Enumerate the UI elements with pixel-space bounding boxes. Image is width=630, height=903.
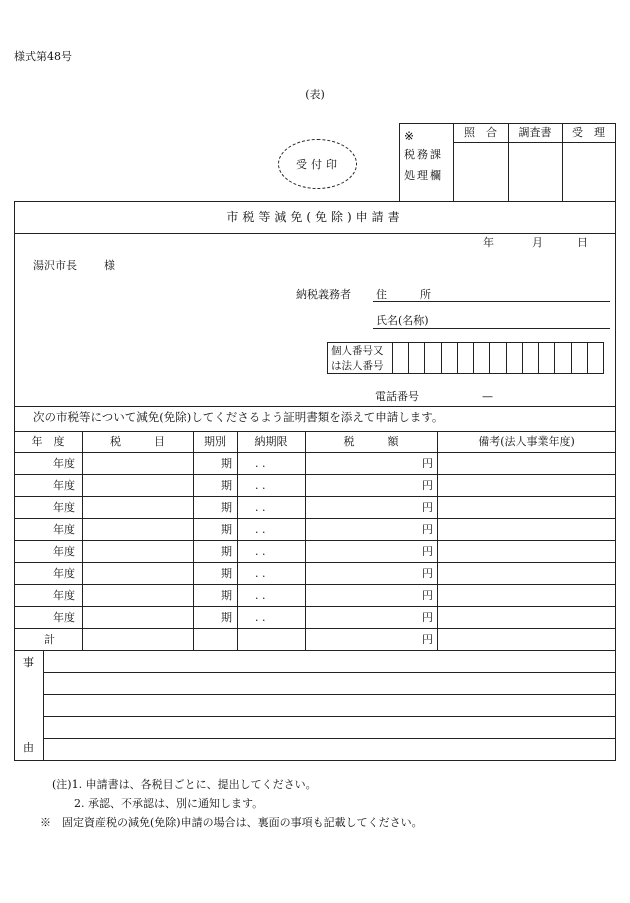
request-statement: 次の市税等について減免(免除)してくださるよう証明書類を添えて申請します。 (33, 410, 444, 424)
note-2: 2. 承認、不承認は、別に通知します。 (74, 797, 264, 810)
row-yen-label: 円 (422, 457, 433, 470)
address-field[interactable] (440, 284, 610, 300)
survey-field[interactable] (509, 143, 562, 201)
col-header-year: 年 度 (31, 435, 65, 448)
office-label-2: 処理欄 (404, 169, 443, 182)
id-label-2: は法人番号 (331, 360, 384, 372)
form-number: 様式第48号 (14, 50, 72, 63)
reception-stamp (278, 139, 357, 189)
col-header-amount: 税 額 (343, 435, 399, 448)
office-mark: ※ (404, 129, 415, 143)
row-period-label: 期 (221, 523, 232, 536)
row-yen-label: 円 (422, 611, 433, 624)
receipt-field[interactable] (563, 143, 615, 201)
check-field[interactable] (454, 143, 508, 201)
row-yen-label: 円 (422, 479, 433, 492)
row-year-label: 年度 (53, 567, 75, 580)
row-year-label: 年度 (53, 589, 75, 602)
row-period-label: 期 (221, 545, 232, 558)
office-col-check: 照 合 (464, 126, 497, 139)
row-yen-label: 円 (422, 523, 433, 536)
phone-field[interactable] (440, 387, 610, 403)
row-due-dots: . . (255, 589, 266, 602)
row-due-dots: . . (255, 611, 266, 624)
date-month-label: 月 (532, 236, 543, 249)
form-title: 市税等減免(免除)申請書 (226, 210, 404, 224)
total-yen-label: 円 (422, 633, 433, 646)
row-yen-label: 円 (422, 545, 433, 558)
row-period-label: 期 (221, 457, 232, 470)
note-1: (注)1. 申請書は、各税目ごとに、提出してください。 (52, 778, 317, 791)
row-period-label: 期 (221, 501, 232, 514)
col-header-tax-item: 税 目 (110, 435, 165, 448)
phone-label: 電話番号 (375, 390, 419, 403)
row-year-label: 年度 (53, 523, 75, 536)
office-col-survey: 調査書 (518, 126, 552, 139)
honorific: 様 (104, 259, 115, 272)
office-label-1: 税務課 (404, 148, 443, 161)
total-label: 計 (44, 633, 55, 646)
date-year-label: 年 (483, 236, 494, 249)
name-field[interactable] (440, 311, 610, 327)
row-due-dots: . . (255, 567, 266, 580)
row-yen-label: 円 (422, 501, 433, 514)
office-col-receipt: 受 理 (572, 126, 605, 139)
row-year-label: 年度 (53, 479, 75, 492)
row-due-dots: . . (255, 479, 266, 492)
reason-field[interactable] (44, 651, 615, 760)
col-header-due-date: 納期限 (254, 435, 288, 448)
stamp-label: 受付印 (296, 158, 341, 171)
row-due-dots: . . (255, 457, 266, 470)
row-due-dots: . . (255, 545, 266, 558)
address-label: 住 所 (376, 288, 431, 301)
date-day-label: 日 (577, 236, 588, 249)
col-header-period: 期別 (204, 435, 226, 448)
name-label: 氏名(名称) (376, 314, 429, 327)
row-year-label: 年度 (53, 611, 75, 624)
note-3: ※ 固定資産税の減免(免除)申請の場合は、裏面の事項も記載してください。 (40, 816, 423, 829)
row-period-label: 期 (221, 567, 232, 580)
row-due-dots: . . (255, 523, 266, 536)
row-year-label: 年度 (53, 501, 75, 514)
row-period-label: 期 (221, 479, 232, 492)
id-label-1: 個人番号又 (331, 345, 384, 357)
row-due-dots: . . (255, 501, 266, 514)
row-yen-label: 円 (422, 567, 433, 580)
row-yen-label: 円 (422, 589, 433, 602)
row-year-label: 年度 (53, 457, 75, 470)
taxpayer-label: 納税義務者 (296, 288, 351, 301)
row-year-label: 年度 (53, 545, 75, 558)
reason-label-bottom: 由 (23, 741, 34, 754)
side-label: (表) (305, 88, 325, 101)
phone-dash: — (482, 390, 493, 403)
col-header-remarks: 備考(法人事業年度) (478, 435, 575, 448)
row-period-label: 期 (221, 589, 232, 602)
addressee: 湯沢市長 (33, 259, 77, 272)
row-period-label: 期 (221, 611, 232, 624)
reason-label-top: 事 (23, 656, 34, 669)
